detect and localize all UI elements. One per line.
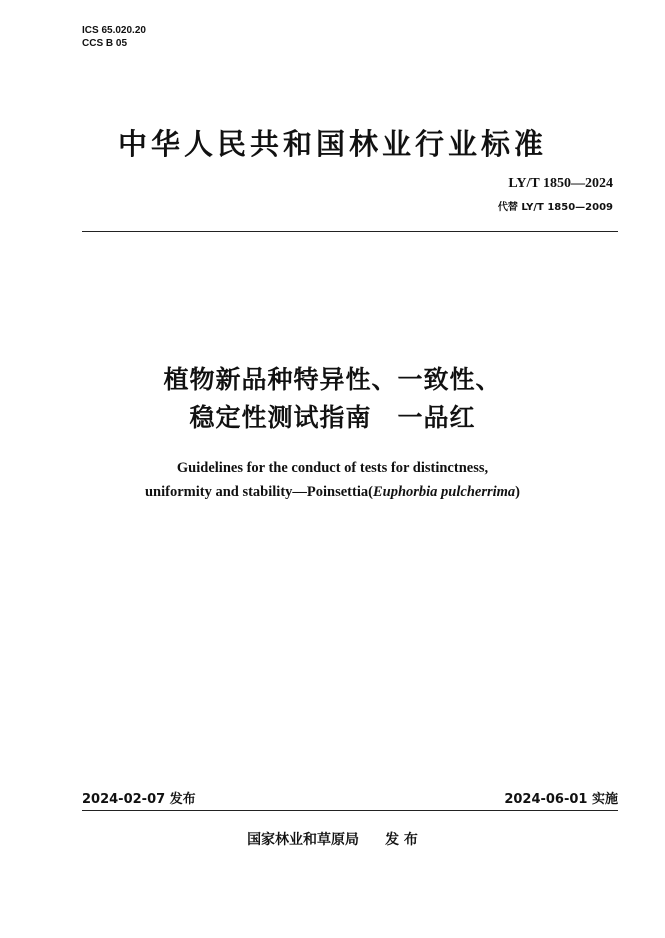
english-title-line-2 <box>0 484 665 501</box>
replaces-standard: 代替 LY/T 1850—2009 <box>497 202 613 213</box>
ccs-code: CCS B 05 <box>82 38 128 49</box>
species-name: Euphorbia pulcherrima <box>372 484 516 500</box>
english-title-suffix: ) <box>515 484 521 500</box>
implementation-date: 2024-06-01 实施 <box>504 792 618 807</box>
publish-date: 2024-02-07 发布 <box>82 792 196 807</box>
english-title-line-1: Guidelines for the conduct of tests for distinctness, <box>176 460 489 476</box>
issuer-name: 国家林业和草原局 <box>247 832 360 848</box>
standard-category-title: 中华人民共和国林业行业标准 <box>117 127 547 161</box>
bottom-divider <box>82 810 618 811</box>
chinese-title-line-2: 稳定性测试指南 一品红 <box>189 403 476 432</box>
top-divider <box>82 231 618 232</box>
ics-code: ICS 65.020.20 <box>82 25 146 36</box>
english-title-prefix: uniformity and stability—Poinsettia( <box>144 484 373 500</box>
standard-number: LY/T 1850—2024 <box>508 176 613 191</box>
issuer-action: 发 布 <box>385 832 418 848</box>
classification-codes <box>82 24 146 50</box>
issuing-authority <box>0 829 665 849</box>
chinese-title-line-1: 植物新品种特异性、一致性、 <box>163 365 502 394</box>
